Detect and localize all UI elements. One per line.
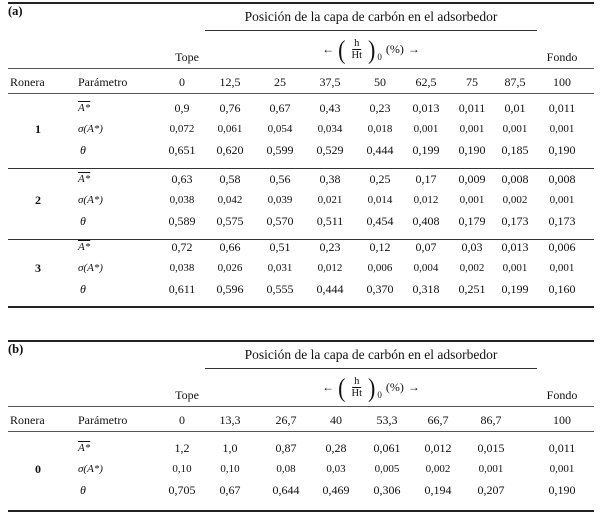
table-cell: 0,002: [425, 463, 451, 475]
table-cell: 0,570: [266, 214, 294, 228]
table-cell: 1,2: [174, 441, 190, 455]
table-cell: 0,10: [172, 463, 192, 475]
table-cell: 0,76: [219, 101, 241, 115]
table-b-formula: ← ( $\frac{h}{Ht}$ ) 0 (%) →: [322, 371, 420, 402]
table-cell: 0,004: [413, 262, 439, 274]
table-cell: 0,28: [325, 441, 347, 455]
table-cell: 0,061: [373, 441, 401, 455]
position-header: 87,5: [504, 75, 526, 89]
table-cell: 0,599: [266, 143, 294, 157]
table-cell: 0,408: [412, 214, 440, 228]
table-cell: 0,011: [458, 101, 486, 115]
table-cell: 0,207: [477, 483, 505, 497]
table-cell: 0,529: [316, 143, 344, 157]
table-cell: 0,012: [424, 441, 452, 455]
table-cell: 0,002: [459, 262, 485, 274]
table-cell: 0,12: [369, 240, 391, 254]
table-cell: 0,444: [316, 282, 344, 296]
table-a-position-title: Posición de la capa de carbón en el adsorbedor: [244, 9, 498, 24]
table-cell: 0,17: [415, 172, 437, 186]
table-cell: 0,194: [424, 483, 452, 497]
table-cell: 0,251: [458, 282, 486, 296]
table-cell: 0,013: [501, 240, 529, 254]
table-cell: 0,038: [169, 194, 195, 206]
table-cell: 0,012: [413, 194, 439, 206]
position-header: 50: [374, 75, 386, 89]
table-cell: 0,9: [174, 101, 190, 115]
table-cell: 0,008: [501, 172, 529, 186]
table-cell: 0,01: [504, 101, 526, 115]
table-cell: 0,009: [458, 172, 486, 186]
table-cell: 0,66: [219, 240, 241, 254]
position-header: 66,7: [427, 413, 449, 427]
table-cell: 0,87: [275, 441, 297, 455]
table-cell: 0,034: [317, 123, 343, 135]
param-label-theta: θ: [80, 483, 86, 497]
table-cell: 0,018: [367, 123, 393, 135]
param-label-theta: θ: [80, 214, 86, 228]
table-cell: 0,56: [269, 172, 291, 186]
position-header: 0: [179, 413, 185, 427]
table-a-col-parametro: Parámetro: [78, 75, 128, 89]
table-cell: 0,013: [412, 101, 440, 115]
table-cell: 0,185: [501, 143, 529, 157]
table-cell: 0,589: [168, 214, 196, 228]
table-cell: 0,173: [501, 214, 529, 228]
table-cell: 0,160: [548, 282, 576, 296]
table-cell: 0,001: [549, 262, 575, 274]
table-cell: 0,38: [319, 172, 341, 186]
table-cell: 0,001: [502, 262, 528, 274]
param-label-a-star: A*: [78, 102, 91, 114]
table-cell: 0,001: [413, 123, 439, 135]
table-cell: 0,63: [171, 172, 193, 186]
table-cell: 0,306: [373, 483, 401, 497]
table-cell: 0,001: [549, 194, 575, 206]
table-cell: 0,001: [502, 123, 528, 135]
param-label-sigma: σ(A*): [78, 194, 103, 206]
position-header: 53,3: [376, 413, 398, 427]
table-b-position-title: Posición de la capa de carbón en el adsorbedor: [244, 347, 498, 362]
position-header: 12,5: [219, 75, 241, 89]
position-header: 100: [553, 413, 571, 427]
table-cell: 0,011: [548, 101, 576, 115]
table-a-fondo: Fondo: [546, 50, 578, 64]
table-b-col-ronera: Ronera: [10, 413, 45, 427]
table-cell: 0,67: [219, 483, 241, 497]
ronera-id: 3: [35, 261, 41, 275]
table-cell: 0,444: [366, 143, 394, 157]
param-label-sigma: σ(A*): [78, 123, 103, 135]
table-cell: 0,006: [548, 240, 576, 254]
table-cell: 0,042: [217, 194, 243, 206]
table-cell: 0,001: [549, 123, 575, 135]
table-cell: 0,370: [366, 282, 394, 296]
table-cell: 0,015: [477, 441, 505, 455]
table-cell: 0,001: [459, 194, 485, 206]
table-cell: 0,001: [478, 463, 504, 475]
table-cell: 0,199: [412, 143, 440, 157]
table-cell: 0,596: [216, 282, 244, 296]
param-label-sigma: σ(A*): [78, 262, 103, 274]
ronera-id: 1: [35, 122, 41, 136]
table-b-col-parametro: Parámetro: [78, 413, 128, 427]
position-header: 100: [553, 75, 571, 89]
table-cell: 0,039: [267, 194, 293, 206]
table-cell: 0,011: [548, 441, 576, 455]
table-cell: 0,555: [266, 282, 294, 296]
param-label-sigma: σ(A*): [78, 463, 103, 475]
table-a-col-ronera: Ronera: [10, 75, 45, 89]
table-cell: 0,173: [548, 214, 576, 228]
table-cell: 0,002: [502, 194, 528, 206]
position-header: 75: [466, 75, 478, 89]
param-label-theta: θ: [80, 143, 86, 157]
ronera-id: 0: [35, 462, 41, 476]
position-header: 86,7: [480, 413, 502, 427]
table-cell: 0,190: [548, 483, 576, 497]
table-cell: 0,021: [317, 194, 343, 206]
table-cell: 0,005: [374, 463, 400, 475]
table-cell: 0,67: [269, 101, 291, 115]
table-b-fondo: Fondo: [546, 388, 578, 402]
table-a-tope: Tope: [175, 50, 199, 64]
table-cell: 0,25: [369, 172, 391, 186]
table-cell: 0,620: [216, 143, 244, 157]
table-cell: 0,23: [319, 240, 341, 254]
table-a-formula: ← ( $\frac{h}{Ht}$ ) 0 (%) →: [322, 33, 420, 64]
position-header: 0: [179, 75, 185, 89]
param-label-a-star: A*: [78, 241, 91, 253]
table-cell: 0,651: [168, 143, 196, 157]
param-label-a-star: A*: [78, 173, 91, 185]
table-b: [0, 338, 600, 515]
table-cell: 0,10: [220, 463, 240, 475]
table-cell: 0,190: [458, 143, 486, 157]
table-cell: 0,031: [267, 262, 293, 274]
table-b-label: (b): [8, 342, 24, 356]
position-header: 25: [274, 75, 286, 89]
table-cell: 0,07: [415, 240, 437, 254]
table-cell: 0,054: [267, 123, 293, 135]
table-cell: 0,469: [322, 483, 350, 497]
table-cell: 0,575: [216, 214, 244, 228]
table-cell: 0,001: [459, 123, 485, 135]
table-cell: 0,72: [171, 240, 193, 254]
table-cell: 0,038: [169, 262, 195, 274]
table-cell: 0,454: [366, 214, 394, 228]
ronera-id: 2: [35, 193, 41, 207]
table-cell: 0,23: [369, 101, 391, 115]
param-label-a-star: A*: [78, 442, 91, 454]
table-cell: 0,58: [219, 172, 241, 186]
table-cell: 0,001: [549, 463, 575, 475]
table-cell: 0,008: [548, 172, 576, 186]
position-header: 13,3: [219, 413, 241, 427]
table-cell: 0,318: [412, 282, 440, 296]
table-cell: 0,611: [168, 282, 196, 296]
table-cell: 0,179: [458, 214, 486, 228]
position-header: 26,7: [275, 413, 297, 427]
table-a-label: (a): [8, 4, 23, 18]
table-cell: 0,644: [272, 483, 300, 497]
table-cell: 0,08: [276, 463, 296, 475]
table-cell: 0,006: [367, 262, 393, 274]
table-cell: 0,705: [168, 483, 196, 497]
table-cell: 1,0: [222, 441, 238, 455]
table-cell: 0,03: [461, 240, 483, 254]
table-cell: 0,061: [217, 123, 243, 135]
table-cell: 0,51: [269, 240, 291, 254]
table-cell: 0,012: [317, 262, 343, 274]
table-cell: 0,511: [316, 214, 344, 228]
table-cell: 0,014: [367, 194, 393, 206]
position-header: 40: [330, 413, 342, 427]
table-cell: 0,190: [548, 143, 576, 157]
position-header: 62,5: [415, 75, 437, 89]
param-label-theta: θ: [80, 282, 86, 296]
table-b-tope: Tope: [175, 388, 199, 402]
table-cell: 0,43: [319, 101, 341, 115]
table-cell: 0,072: [169, 123, 195, 135]
table-cell: 0,03: [326, 463, 346, 475]
table-cell: 0,199: [501, 282, 529, 296]
position-header: 37,5: [319, 75, 341, 89]
table-cell: 0,026: [217, 262, 243, 274]
